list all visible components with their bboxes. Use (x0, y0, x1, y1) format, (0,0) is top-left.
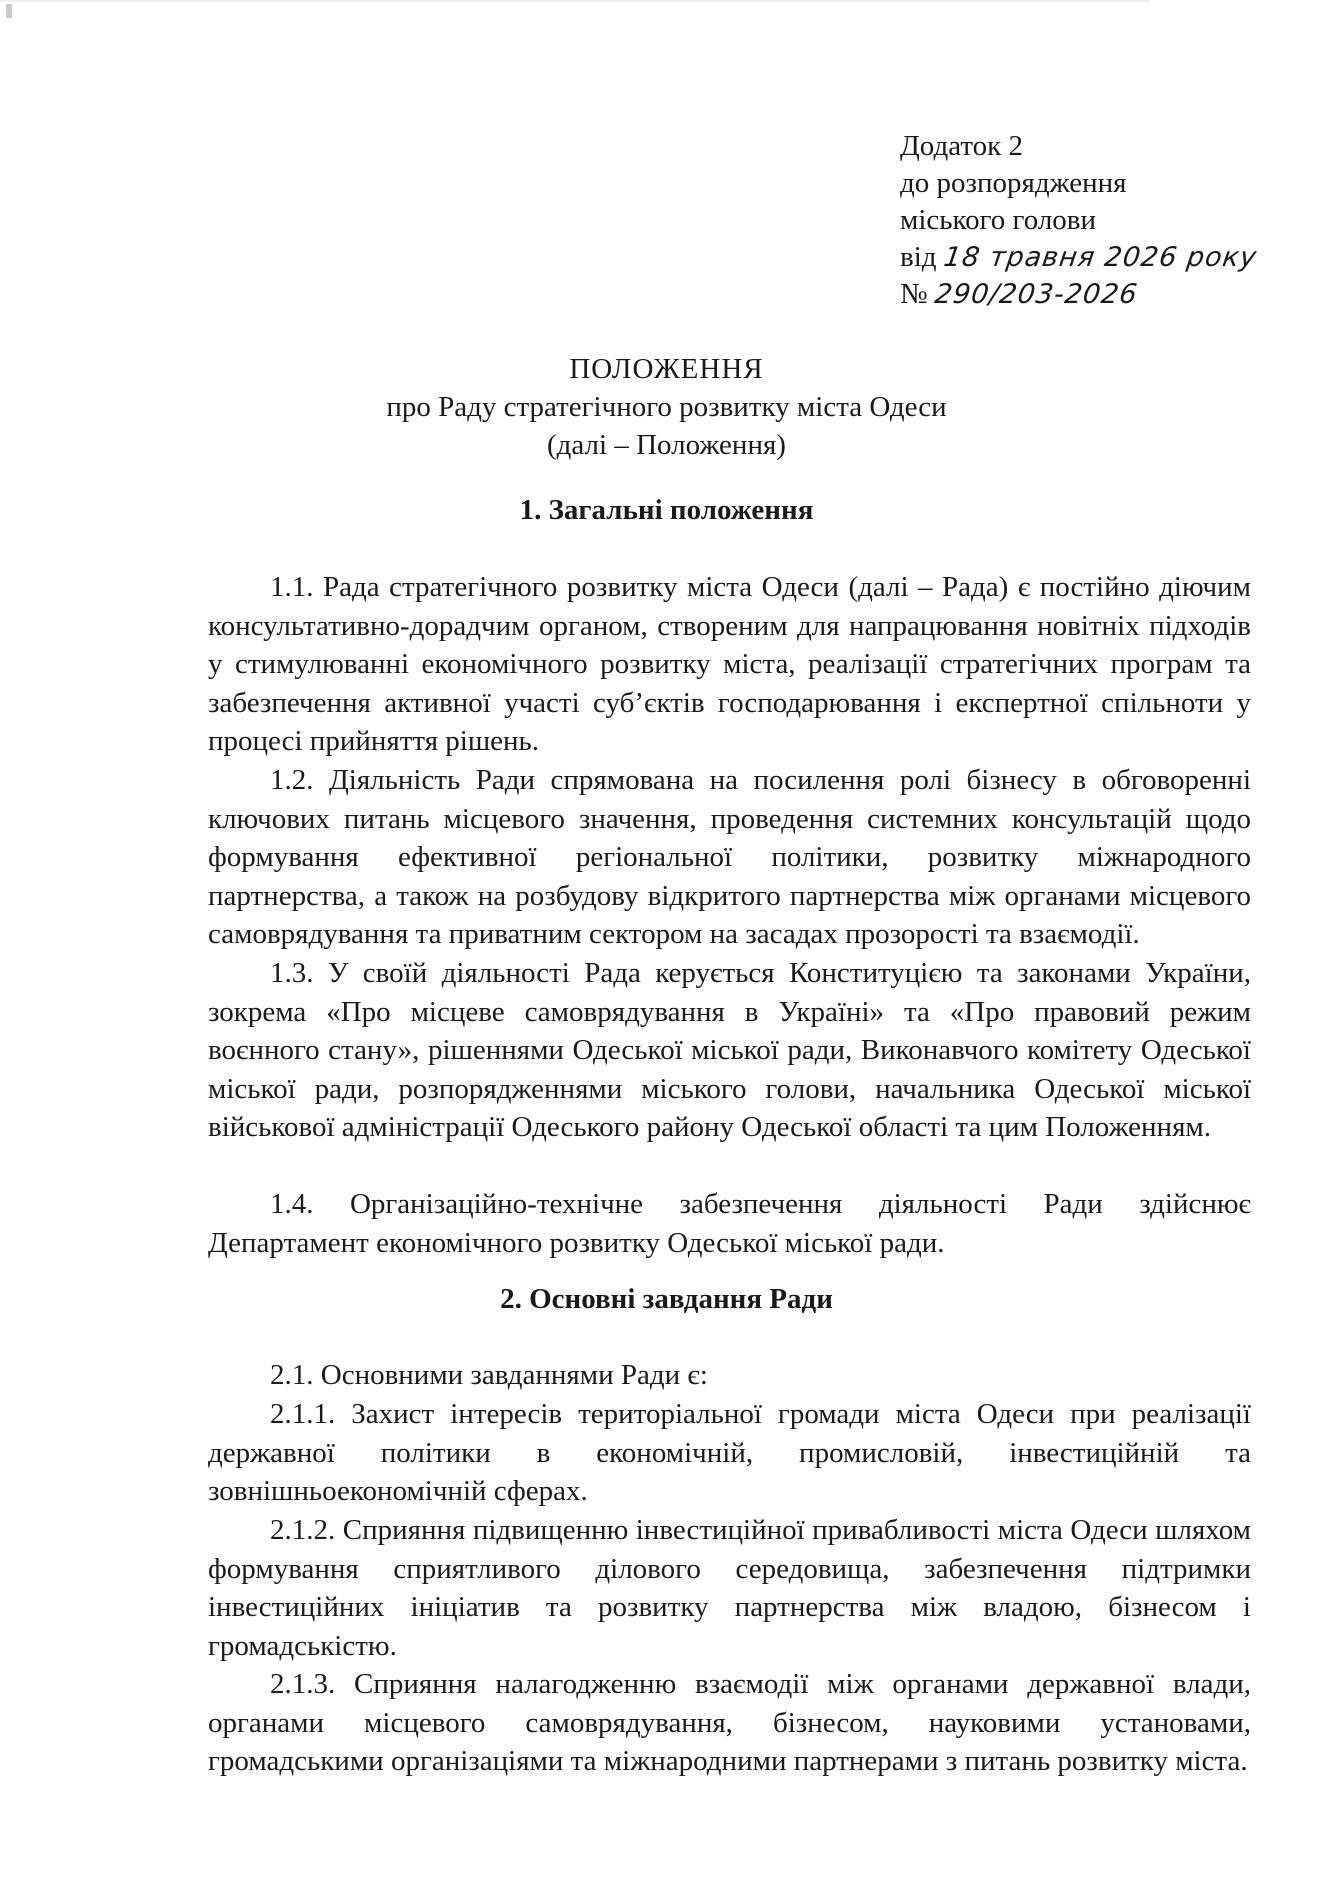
annex-block (900, 128, 1257, 313)
number-prefix: № (900, 278, 928, 310)
paragraph: 1.4. Організаційно-технічне забезпечення діяльності Ради здійснює Департамент економічного розвитку Одеської міської ради. (208, 1188, 1251, 1259)
date-prefix: від (900, 241, 937, 273)
annex-to-order: до розпорядження (900, 167, 1127, 199)
document-subtitle-note: (далі – Положення) (547, 429, 786, 461)
paragraph: 2.1. Основними завданнями Ради є: (270, 1359, 708, 1391)
section-heading: 1. Загальні положення (519, 494, 814, 526)
paragraph: 1.1. Рада стратегічного розвитку міста Одеси (далі – Рада) є постійно діючим консультативно-дорадчим органом, створеним для напрацювання новітніх підходів у стимулюванні економічного розвитку міста, реалізації стратегічних програм та забезпечення активної участі суб’єктів господарювання і експертної спільноти у процесі прийняття рішень. (208, 571, 1251, 757)
paragraph: 2.1.1. Захист інтересів територіальної громади міста Одеси при реалізації державної політики в економічній, промисловій, інвестиційній та зовнішньоекономічній сферах. (208, 1398, 1251, 1507)
handwritten-date: 18 травня 2026 року (941, 242, 1259, 273)
scan-artifact (6, 4, 12, 18)
document-title-block (0, 350, 1333, 464)
annex-date-line (900, 239, 1257, 276)
document-title: ПОЛОЖЕННЯ (569, 353, 764, 385)
section-heading: 2. Основні завдання Ради (500, 1283, 833, 1315)
document-subtitle: про Раду стратегічного розвитку міста Одеси (386, 391, 947, 423)
annex-title: Додаток 2 (900, 130, 1023, 162)
annex-mayor: міського голови (900, 204, 1097, 236)
paragraph: 1.3. У своїй діяльності Рада керується Конституцією та законами України, зокрема «Про місцеве самоврядування в Україні» та «Про правовий режим воєнного стану», рішеннями Одеської міської ради, Виконавчого комітету Одеської міської ради, розпорядженнями міського голови, начальника Одеської міської військової адміністрації Одеського району Одеської області та цим Положенням. (208, 957, 1251, 1143)
scan-edge (0, 0, 1150, 2)
handwritten-number: 290/203-2026 (932, 279, 1140, 310)
paragraph: 2.1.3. Сприяння налагодженню взаємодії між органами державної влади, органами місцевого самоврядування, бізнесом, науковими установами, громадськими організаціями та міжнародними партнерами з питань розвитку міста. (208, 1668, 1251, 1777)
paragraph: 2.1.2. Сприяння підвищенню інвестиційної привабливості міста Одеси шляхом формування сприятливого ділового середовища, забезпечення підтримки інвестиційних ініціатив та розвитку партнерства між владою, бізнесом і громадськістю. (208, 1514, 1251, 1662)
annex-number-line (900, 276, 1257, 313)
paragraph: 1.2. Діяльність Ради спрямована на посилення ролі бізнесу в обговоренні ключових питань місцевого значення, проведення системних консультацій щодо формування ефективної регіональної політики, розвитку міжнародного партнерства, а також на розбудову відкритого партнерства між органами місцевого самоврядування та приватним сектором на засадах прозорості та взаємодії. (208, 764, 1251, 950)
